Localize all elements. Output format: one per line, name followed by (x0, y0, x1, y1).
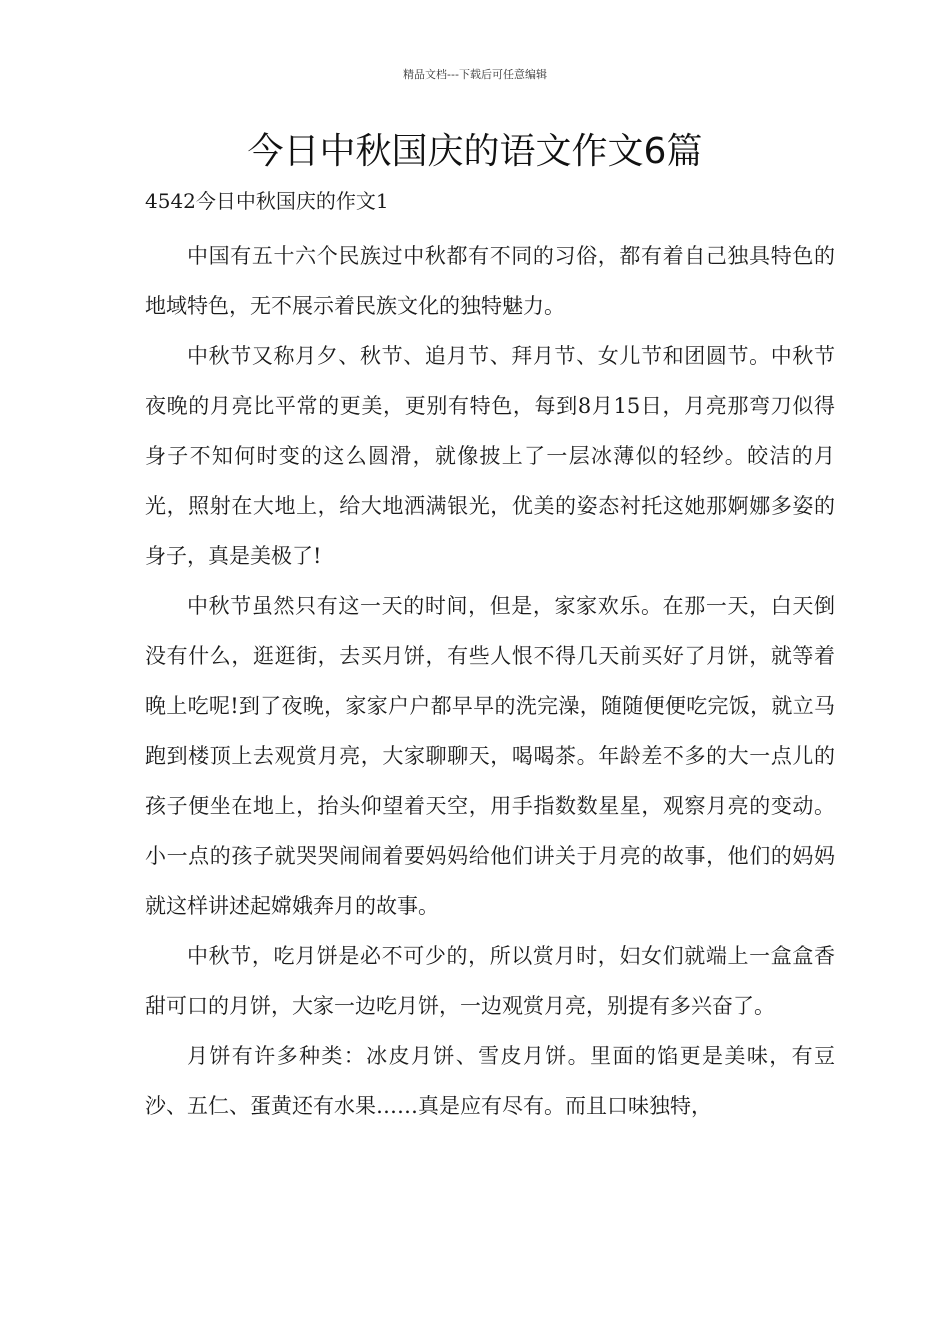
document-body (145, 231, 835, 1131)
paragraph-5: 月饼有许多种类：冰皮月饼、雪皮月饼。里面的馅更是美味，有豆沙、五仁、蛋黄还有水果……真是应有尽有。而且口味独特， (145, 1044, 835, 1118)
paragraph-4: 中秋节，吃月饼是必不可少的，所以赏月时，妇女们就端上一盒盒香甜可口的月饼，大家一边吃月饼，一边观赏月亮，别提有多兴奋了。 (145, 944, 835, 1018)
essay-subtitle: 4542今日中秋国庆的作文1 (145, 189, 389, 213)
paragraph-2: 中秋节又称月夕、秋节、追月节、拜月节、女儿节和团圆节。中秋节夜晚的月亮比平常的更美，更别有特色，每到8月15日，月亮那弯刀似得身子不知何时变的这么圆滑，就像披上了一层冰薄似的轻纱。皎洁的月光，照射在大地上，给大地洒满银光，优美的姿态衬托这她那婀娜多姿的身子，真是美极了! (145, 344, 835, 568)
document-title: 今日中秋国庆的语文作文6篇 (247, 131, 703, 172)
header-note: 精品文档---下载后可任意编辑 (403, 68, 547, 81)
paragraph-1: 中国有五十六个民族过中秋都有不同的习俗，都有着自己独具特色的地域特色，无不展示着民族文化的独特魅力。 (145, 244, 835, 318)
paragraph-3: 中秋节虽然只有这一天的时间，但是，家家欢乐。在那一天，白天倒没有什么，逛逛街，去买月饼，有些人恨不得几天前买好了月饼，就等着晚上吃呢!到了夜晚，家家户户都早早的洗完澡，随随便便吃完饭，就立马跑到楼顶上去观赏月亮，大家聊聊天，喝喝茶。年龄差不多的大一点儿的孩子便坐在地上，抬头仰望着天空，用手指数数星星，观察月亮的变动。小一点的孩子就哭哭闹闹着要妈妈给他们讲关于月亮的故事，他们的妈妈就这样讲述起嫦娥奔月的故事。 (145, 594, 835, 918)
